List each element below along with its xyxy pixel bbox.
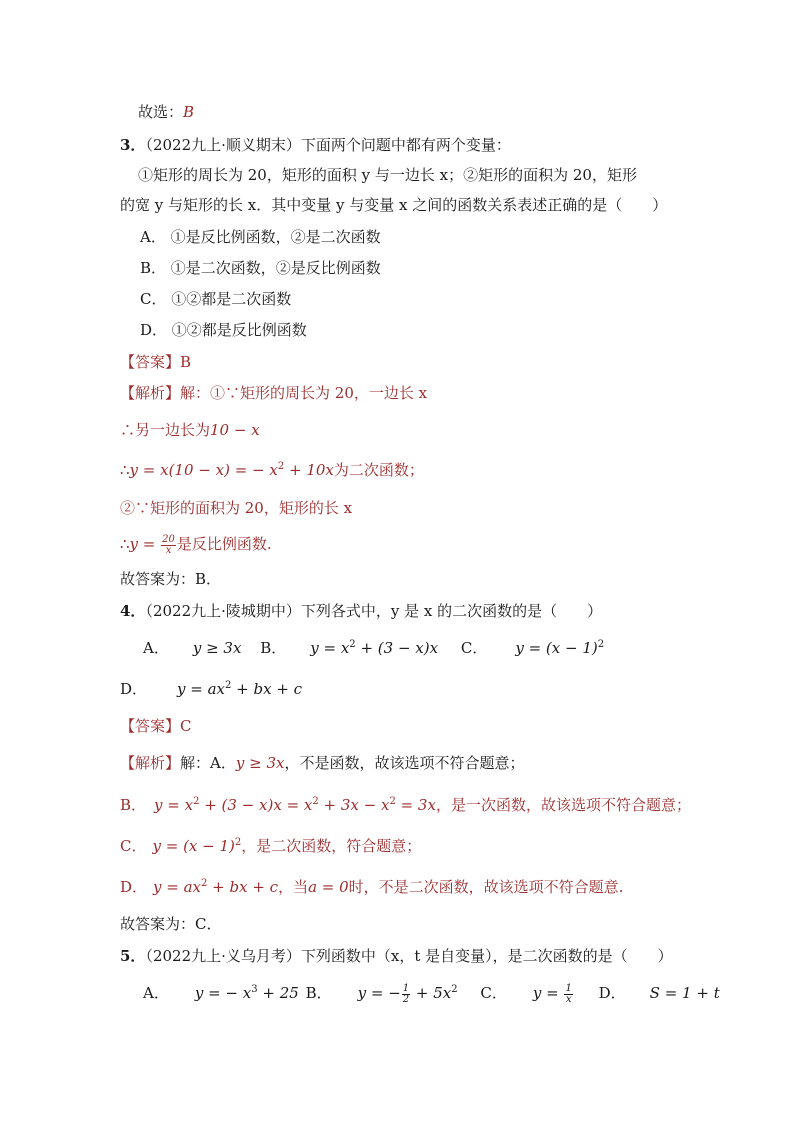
q4-final: 故答案为：C．: [120, 915, 222, 933]
q3-option-b: B． ①是二次函数，②是反比例函数: [140, 259, 381, 277]
q4-analysis-c: C． $y = (x - 1)^2$，是二次函数，符合题意；: [120, 837, 422, 855]
q3-analysis-2: ∴另一边长为10 − x: [120, 421, 260, 439]
q3-option-c: C． ①②都是二次函数: [140, 290, 292, 308]
prev-answer: B: [183, 103, 195, 121]
analysis-tag: 【解析】: [120, 384, 181, 402]
q5-number: 5．: [120, 947, 146, 965]
q3-option-a: A． ①是反比例函数，②是二次函数: [140, 228, 381, 246]
q4-option-d: D． $y = ax^2$ + bx + c: [120, 680, 303, 698]
q4-stem: 下列各式中，y 是 x 的二次函数的是（ ）: [300, 602, 603, 620]
q3-analysis-3: ∴y = x(10 − x) = − $x^2 + 10x$为二次函数；: [120, 461, 424, 479]
q3-final: 故答案为：B．: [120, 570, 222, 588]
q4-answer: 【答案】C: [120, 717, 192, 735]
q4-options-row: A． y ≥ 3x B． $y = x^2 + (3 - x)x$ C． $y = (x - 1)^2$: [143, 639, 605, 657]
prev-answer-line: 故选：B: [138, 103, 195, 121]
q4-analysis-d: D． $y = ax^2$ + bx + c，当a = 0时，不是二次函数，故该选项不符合题意.: [120, 878, 624, 896]
q4-source: （2022九上·陵城期中）: [145, 602, 301, 620]
q4-number: 4．: [120, 602, 146, 620]
q4-analysis-a: 【解析】解：A．y ≥ 3x，不是函数，故该选项不符合题意；: [120, 754, 525, 772]
q3-stem-line-2: ①矩形的周长为 20，矩形的面积 y 与一边长 x；②矩形的面积为 20，矩形: [138, 166, 637, 184]
q3-answer: 【答案】B: [120, 353, 192, 371]
q5-options-row: A． y = − $x^3 + 25$ B． y = − $\frac{1}{2}$ + $5x^2$ C． y = $\frac{1}{x}$ D． S = 1 + t: [143, 982, 720, 1005]
q4-analysis-b: B． $y = x^2 + (3 - x)x = x^2 + 3x - x^2 = 3x$，是一次函数，故该选项不符合题意；: [120, 796, 691, 814]
q3-option-d: D． ①②都是反比例函数: [140, 321, 307, 339]
q3-analysis-1: 【解析】解：①∵矩形的周长为 20，一边长 x: [120, 384, 428, 402]
q5-source: （2022九上·义乌月考）: [145, 947, 301, 965]
q3-analysis-5: ∴y = $\frac{20}{x}$ 是反比例函数.: [120, 533, 272, 556]
q3-analysis-4: ②∵矩形的面积为 20，矩形的长 x: [120, 499, 353, 517]
fraction-1-over-x: $\frac{1}{x}$: [565, 982, 572, 1005]
q3-number: 3．: [120, 136, 146, 154]
q3-source: （2022九上·顺义期末）: [145, 136, 301, 154]
q3-header: [120, 134, 511, 156]
q3-stem: 下面两个问题中都有两个变量：: [300, 136, 511, 154]
q4-header: [120, 600, 602, 622]
fraction-1-over-2: $\frac{1}{2}$: [402, 982, 410, 1005]
fraction-20-over-x: $\frac{20}{x}$: [162, 533, 175, 556]
q5-stem: 下列函数中（x，t 是自变量），是二次函数的是（ ）: [300, 947, 673, 965]
q5-header: [120, 945, 673, 967]
q3-stem-line-3: 的宽 y 与矩形的长 x．其中变量 y 与变量 x 之间的函数关系表述正确的是（ ）: [120, 196, 668, 214]
answer-tag: 【答案】: [120, 353, 181, 371]
